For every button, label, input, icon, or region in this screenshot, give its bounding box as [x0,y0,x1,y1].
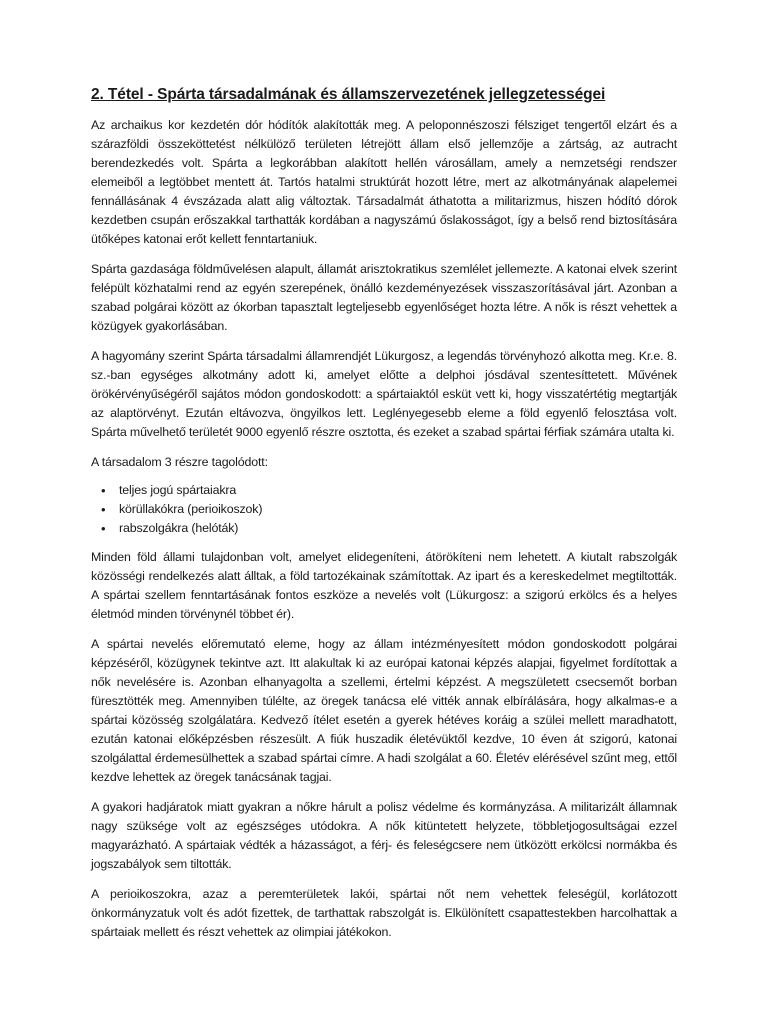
document-title: 2. Tétel - Spárta társadalmának és államszervezetének jellegzetességei [91,86,606,103]
paragraph: Az archaikus kor kezdetén dór hódítók alakították meg. A peloponnészoszi félsziget tengertől elzárt és a szárazföldi összeköttetést nélkülöző területen létrejött állam első jellemzője a zártság, az autracht berendezkedés volt. Spárta a legkorábban alakított hellén városállam, amely a nemzetségi rendszer elemeiből a legtöbbet mentett át. Tartós hatalmi struktúrát hozott létre, mert az alkotmányának alapelemei fennállásának 4 évszázada alatt alig változtak. Társadalmát áthatotta a militarizmus, hiszen hódító dórok kezdetben csupán erőszakkal tarthatták kordában a nagyszámú őslakosságot, így a belső rend biztosítására ütőképes katonai erőt kellett fenntartaniuk. [91,118,677,246]
list-intro: A társadalom 3 részre tagolódott: [91,455,268,469]
document-page [91,86,677,953]
list-item: • teljes jogú spártaiakra [91,481,677,500]
paragraph: Spárta gazdasága földművelésen alapult, államát arisztokratikus szemlélet jellemezte. A katonai elvek szerint felépült közhatalmi rend az egyén szerepének, önálló kezdeményezések visszaszorításával járt. Azonban a szabad polgárai között az ókorban tapasztalt legteljesebb egyenlőséget hozta létre. A nők is részt vehettek a közügyek gyakorlásában. [91,262,677,333]
paragraph: A perioikoszokra, azaz a peremterületek lakói, spártai nőt nem vehettek feleségül, korlátozott önkormányzatuk volt és adót fizettek, de tarthattak rabszolgát is. Elkülönített csapattestekben harcolhattak a spártaiak mellett és részt vehettek az olimpiai játékokon. [91,887,677,939]
society-classes-list [91,481,677,538]
list-item: • körüllakókra (perioikoszok) [91,500,677,519]
paragraph: A spártai nevelés előremutató eleme, hogy az állam intézményesített módon gondoskodott polgárai képzéséről, közügynek tekintve azt. Itt alakultak ki az európai katonai képzés alapjai, figyelmet fordítottak a nők nevelésére is. Azonban elhanyagolta a szellemi, értelmi képzést. A megszületett csecsemőt borban füresztötték meg. Amennyiben túlélte, az öregek tanácsa elé vitték annak elbírálására, hogy alkalmas-e a spártai közösség szolgálatára. Kedvező ítélet esetén a gyerek hétéves koráig a szülei mellett maradhatott, ezután katonai előképzésben részesült. A fiúk huszadik életévüktől kezdve, 10 éven át szigorú, katonai szolgálattal érdemesülhettek a szabad spártai címre. A hadi szolgálat a 60. Életév elérésével szűnt meg, ettől kezdve lehettek az öregek tanácsának tagjai. [91,637,677,784]
paragraph: A hagyomány szerint Spárta társadalmi államrendjét Lükurgosz, a legendás törvényhozó alkotta meg. Kr.e. 8. sz.-ban egységes alkotmány adott ki, amelyet előtte a delphoi jósdával szentesíttetett. Művének örökérvényűségéről sajátos módon gondoskodott: a spártaiaktól esküt vett ki, hogy visszatértétig megtartják az alaptörvényt. Ezután eltávozva, öngyilkos lett. Leglényegesebb eleme a föld egyenlő felosztása volt. Spárta művelhető területét 9000 egyenlő részre osztotta, és ezeket a szabad spártai férfiak számára utalta ki. [91,349,677,439]
paragraph: A gyakori hadjáratok miatt gyakran a nőkre hárult a polisz védelme és kormányzása. A militarizált államnak nagy szüksége volt az egészséges utódokra. A nők kitüntetett helyzete, többletjogosultságai ezzel magyarázható. A spártaiak védték a házasságot, a férj- és feleségcsere nem ütközött erkölcsi normákba és jogszabályok sem tiltották. [91,800,677,871]
paragraph: Minden föld állami tulajdonban volt, amelyet elidegeníteni, átörökíteni nem lehetett. A kiutalt rabszolgák közösségi rendelkezés alatt álltak, a föld tartozékainak számítottak. Az ipart és a kereskedelmet megtiltották. A spártai szellem fenntartásának fontos eszköze a nevelés volt (Lükurgosz: a szigorú erkölcs és a helyes életmód minden törvénynél többet ér). [91,550,677,621]
list-item: • rabszolgákra (helóták) [91,519,677,538]
